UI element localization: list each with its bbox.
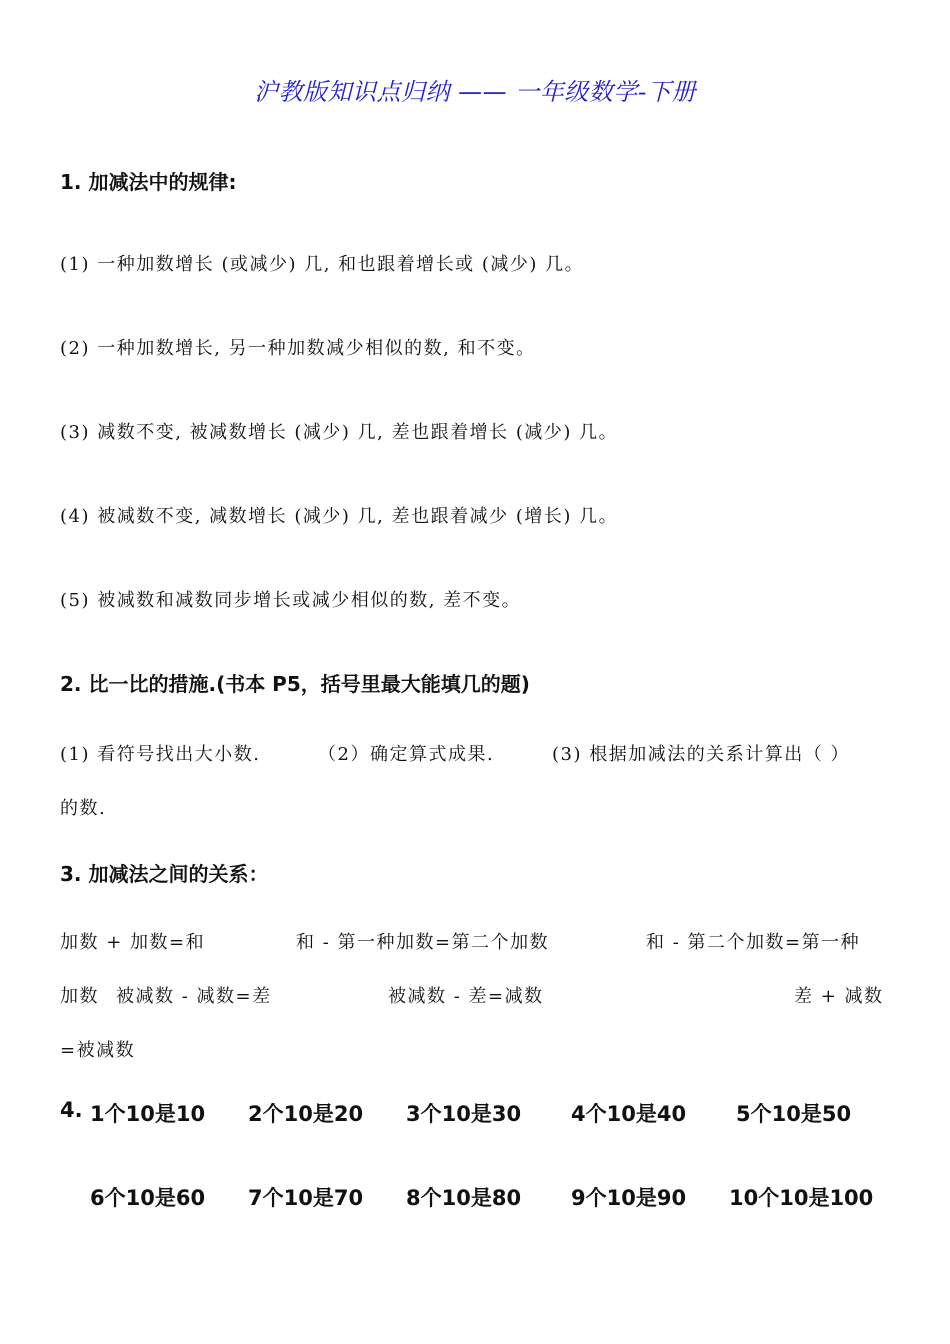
tens-fact: 4个10是40 xyxy=(571,1102,687,1126)
relation-minuend-minus-subtrahend: 被减数 - 减数=差 xyxy=(116,986,272,1007)
tens-fact: 6个10是60 xyxy=(90,1186,206,1210)
tens-fact: 2个10是20 xyxy=(248,1102,364,1126)
compare-step-2: （2）确定算式成果. xyxy=(318,744,495,765)
compare-step-1: (1) 看符号找出大小数. xyxy=(60,744,261,765)
tens-fact: 9个10是90 xyxy=(571,1186,687,1210)
tens-fact: 5个10是50 xyxy=(736,1102,852,1126)
section-3-heading: 3. 加减法之间的关系： xyxy=(60,862,269,886)
tens-fact: 7个10是70 xyxy=(248,1186,364,1210)
relation-difference-plus-subtrahend: 差 + 减数 xyxy=(794,986,884,1007)
relation-sum-minus-second-continued: 加数 xyxy=(60,986,99,1007)
document-title: 沪教版知识点归纳 —— 一年级数学-下册 xyxy=(254,78,696,106)
tens-fact: 8个10是80 xyxy=(406,1186,522,1210)
rule-1: (1) 一种加数增长 (或减少) 几, 和也跟着增长或 (减少) 几。 xyxy=(60,254,585,275)
tens-fact: 1个10是10 xyxy=(90,1102,206,1126)
relation-sum-minus-second: 和 - 第二个加数=第一种 xyxy=(646,932,861,953)
rule-2: (2) 一种加数增长, 另一种加数减少相似的数, 和不变。 xyxy=(60,338,536,359)
section-2-heading: 2. 比一比的措施.(书本 P5，括号里最大能填几的题) xyxy=(60,672,530,696)
relation-addend-sum: 加数 + 加数=和 xyxy=(60,932,206,953)
relation-difference-plus-subtrahend-continued: =被减数 xyxy=(60,1040,136,1061)
relation-sum-minus-first: 和 - 第一种加数=第二个加数 xyxy=(296,932,550,953)
tens-fact: 10个10是100 xyxy=(729,1186,874,1210)
relation-minuend-minus-difference: 被减数 - 差=减数 xyxy=(388,986,544,1007)
compare-step-3-continued: 的数. xyxy=(60,798,107,819)
rule-5: (5) 被减数和减数同步增长或减少相似的数, 差不变。 xyxy=(60,590,522,611)
section-1-heading: 1. 加减法中的规律: xyxy=(60,170,237,194)
section-4-label: 4. xyxy=(60,1098,83,1122)
rule-3: (3) 减数不变, 被减数增长 (减少) 几, 差也跟着增长 (减少) 几。 xyxy=(60,422,619,443)
rule-4: (4) 被减数不变, 减数增长 (减少) 几, 差也跟着减少 (增长) 几。 xyxy=(60,506,619,527)
compare-step-3: (3) 根据加减法的关系计算出（ ） xyxy=(552,744,850,765)
tens-fact: 3个10是30 xyxy=(406,1102,522,1126)
